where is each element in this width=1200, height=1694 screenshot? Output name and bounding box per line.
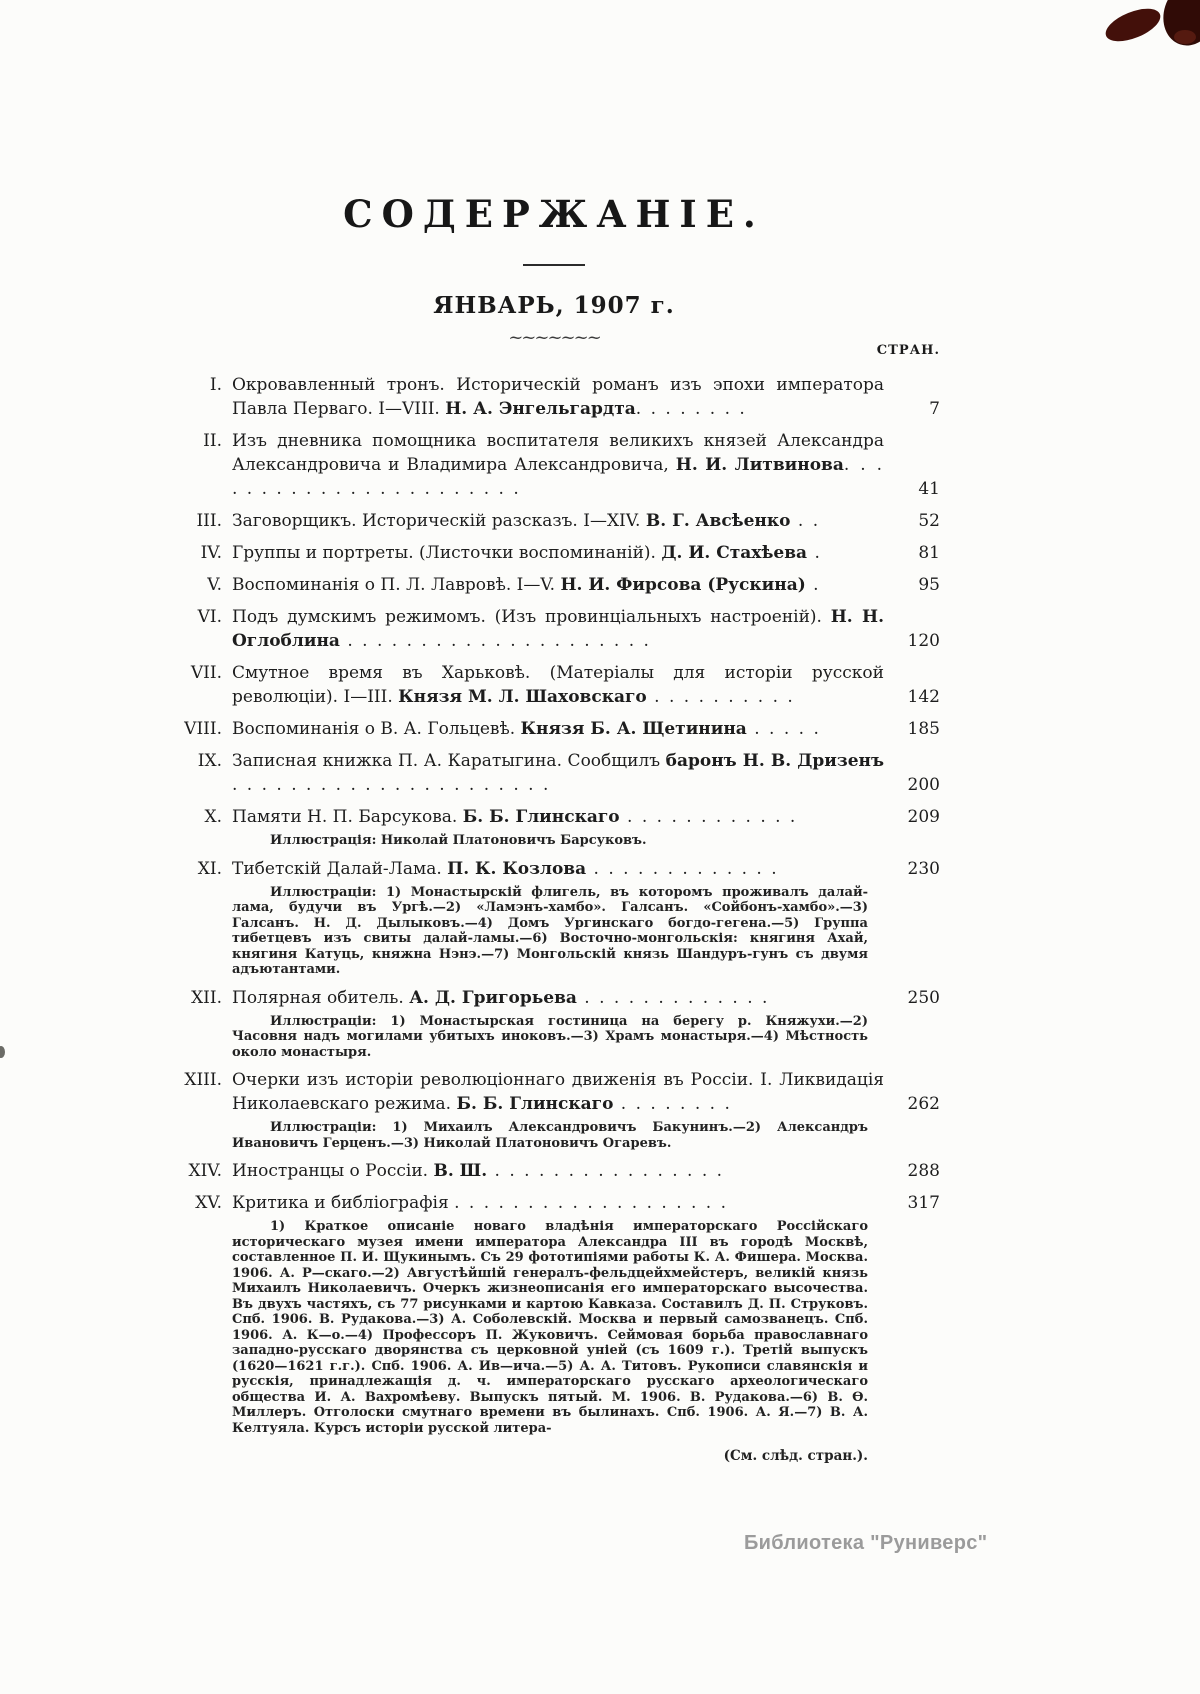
toc-list [168, 373, 940, 1436]
entry-author: Н. Н. Оглоблина [232, 607, 884, 651]
entry-author: Н. А. Энгельгардта [445, 399, 636, 419]
entry-page-number: 230 [907, 858, 940, 879]
toc-entry-row [168, 986, 940, 1010]
entry-text [232, 509, 884, 533]
entry-numeral: XIV. [188, 1161, 222, 1181]
entry-illustrations-note: Иллюстраціи: 1) Монастырская гостиница на берегу р. Княжухи.—2) Часовня надъ могилами убитыхъ иноковъ.—3) Храмъ монастыря.—4) Мѣстность около монастыря. [232, 1013, 868, 1060]
scan-artifact [1155, 0, 1200, 52]
entry-title: Полярная обитель. [232, 987, 410, 1008]
entry-title: Изъ дневника помощника воспитателя великихъ князей Александра Александровича и Владимира Александровича, [232, 431, 884, 475]
entry-title: Группы и портреты. (Листочки воспоминаній). [232, 543, 662, 563]
title-rule [523, 264, 585, 266]
toc-entry-row [168, 509, 940, 533]
entry-numeral: IV. [200, 543, 222, 563]
entry-leader-dots: . . . . . . . . . . . . . . . . [487, 1161, 725, 1181]
entry-page-number: 142 [907, 687, 940, 707]
issue-subtitle: ЯНВАРЬ, 1907 г. [433, 292, 675, 319]
toc-entry-row [168, 541, 940, 565]
toc-entry-row [168, 573, 940, 597]
toc-entry-row [168, 429, 940, 501]
entry-leader-dots: . . . . . . . . . . . . . [576, 987, 770, 1008]
entry-title: Окровавленный тронъ. Историческій романъ изъ эпохи императора Павла Перваго. I—VIII. [232, 375, 884, 419]
entry-text [232, 573, 884, 597]
toc-entry [168, 509, 940, 533]
toc-entry [168, 1159, 940, 1183]
toc-entry-row [168, 805, 940, 829]
page-sheet [168, 0, 940, 1464]
entry-page-number: 7 [929, 399, 940, 419]
entry-title: Иностранцы о Россіи. [232, 1161, 434, 1181]
entry-text [232, 373, 884, 421]
toc-entry-row [168, 1068, 940, 1116]
entry-numeral: XV. [195, 1193, 222, 1213]
entry-author: Б. Б. Глинскаго [456, 1094, 614, 1114]
entry-title: Воспоминанія о П. Л. Лавровѣ. I—V. [232, 575, 561, 595]
entry-numeral: I. [209, 375, 222, 395]
entry-title: Подъ думскимъ режимомъ. (Изъ провинціальныхъ настроеній). [232, 607, 831, 627]
entry-illustrations-note: 1) Краткое описаніе новаго владѣнія императорскаго Россійскаго историческаго музея имени императора Александра III въ городѣ Москвѣ, составленное П. И. Щукинымъ. Съ 29 фототипіями работы К. А. Фишера. Москва. 1906. А. Р—скаго.—2) Августѣйшій генералъ-фельдцейхмейстеръ, великій князь Михаилъ Николаевичъ. Очеркъ жизнеописанія его императорскаго высочества. Въ двухъ частяхъ, съ 77 рисунками и картою Кавказа. Составилъ Д. П. Струковъ. Спб. 1906. В. Рудакова.—3) А. Соболевскій. Москва и первый самозванецъ. Спб. 1906. А. К—о.—4) Профессоръ П. Жуковичъ. Сеймовая борьба православнаго западно-русскаго дворянства съ церковной уніей (съ 1609 г.). Третій выпускъ (1620—1621 г.г.). Спб. 1906. А. Ив—ича.—5) А. А. Титовъ. Рукописи славянскія и русскія, принадлежащія д. ч. императорскаго русскаго археологическаго общества И. А. Вахромѣеву. Выпускъ пятый. М. 1906. В. Рудакова.—6) В. Ѳ. Миллеръ. Отголоски смутнаго времени въ былинахъ. Спб. 1906. А. Я.—7) В. А. Келтуяла. Курсъ исторіи русской литера- [232, 1219, 868, 1436]
toc-entry [168, 1068, 940, 1151]
toc-entry [168, 573, 940, 597]
entry-text [232, 1191, 884, 1215]
scan-artifact [0, 1046, 5, 1058]
entry-leader-dots: . . . . . . . . . . . . . . . . . . . . . [339, 631, 651, 651]
entry-author: Б. Б. Глинскаго [462, 807, 620, 827]
toc-entry [168, 717, 940, 741]
entry-text [232, 986, 884, 1010]
entry-numeral: X. [204, 807, 222, 827]
entry-title: Тибетскій Далай-Лама. [232, 858, 448, 879]
entry-leader-dots: . . . . . . . . . . . . . . . . . . . [454, 1193, 729, 1213]
entry-title: Заговорщикъ. Историческій разсказъ. I—XIV. [232, 511, 646, 531]
toc-entry-row [168, 661, 940, 709]
entry-leader-dots: . . . . . . . . . . . . . [586, 858, 779, 879]
toc-entry [168, 857, 940, 978]
toc-entry [168, 749, 940, 797]
toc-entry [168, 605, 940, 653]
entry-text [232, 429, 884, 501]
entry-page-number: 317 [907, 1193, 940, 1213]
entry-text [232, 749, 884, 797]
scan-artifact [1174, 30, 1196, 44]
entry-leader-dots: . . . . . [746, 719, 821, 739]
entry-title: Смутное время въ Харьковѣ. (Матеріалы для исторіи русской революціи). I—III. [232, 663, 884, 707]
continuation-note: (См. слѣд. стран.). [723, 1448, 868, 1464]
entry-numeral: IX. [197, 751, 222, 771]
toc-entry-row [168, 1159, 940, 1183]
entry-numeral: VII. [190, 663, 222, 683]
entry-author: Князя Б. А. Щетинина [520, 719, 747, 739]
entry-text [232, 605, 884, 653]
entry-title: Памяти Н. П. Барсукова. [232, 807, 463, 827]
entry-leader-dots: . [807, 543, 822, 563]
entry-text [232, 541, 884, 565]
entry-page-number: 262 [907, 1094, 940, 1114]
entry-page-number: 52 [918, 511, 940, 531]
toc-entry-row [168, 1191, 940, 1215]
entry-text [232, 857, 884, 881]
entry-numeral: III. [196, 511, 222, 531]
toc-entry-row [168, 717, 940, 741]
entry-leader-dots: . . [790, 511, 821, 531]
entry-author: А. Д. Григорьева [409, 987, 577, 1008]
toc-entry-row [168, 373, 940, 421]
toc-entry [168, 373, 940, 421]
entry-text [232, 1159, 884, 1183]
entry-illustrations-note: Иллюстраціи: 1) Михаилъ Александровичъ Бакунинъ.—2) Александръ Ивановичъ Герценъ.—3) Николай Платоновичъ Огаревъ. [232, 1120, 868, 1151]
toc-entry [168, 986, 940, 1061]
toc-entry-row [168, 857, 940, 881]
entry-author: В. Ш. [433, 1161, 488, 1181]
entry-page-number: 200 [907, 775, 940, 795]
entry-numeral: XIII. [184, 1070, 222, 1090]
toc-entry [168, 429, 940, 501]
entry-author: Н. И. Литвинова [675, 455, 844, 475]
entry-numeral: VIII. [184, 719, 222, 739]
entry-title: Очерки изъ исторіи революціоннаго движенія въ Россіи. I. Ликвидація Николаевскаго режима. [232, 1070, 884, 1114]
entry-title: Критика и библіографія [232, 1193, 455, 1213]
entry-leader-dots: . . . . . . . . . . [646, 687, 795, 707]
entry-title: Воспоминанія о В. А. Гольцевѣ. [232, 719, 521, 739]
entry-text [232, 661, 884, 709]
entry-leader-dots: . . . . . . . . . . . . . . . . . . . . . . [232, 775, 551, 795]
entry-numeral: XI. [197, 858, 222, 879]
entry-leader-dots: . . . . . . . . . . . . . . . . . . . . . . . [232, 455, 884, 499]
entry-author: Князя М. Л. Шаховскаго [398, 687, 647, 707]
entry-leader-dots: . . . . . . . . [635, 399, 747, 419]
entry-page-number: 95 [918, 575, 940, 595]
page-title: СОДЕРЖАНІЕ. [343, 192, 765, 236]
entry-title: Записная книжка П. А. Каратыгина. Сообщилъ [232, 751, 666, 771]
toc-entry [168, 1191, 940, 1436]
entry-author: баронъ Н. В. Дризенъ [665, 751, 884, 771]
library-watermark: Библиотека "Руниверс" [744, 1532, 988, 1554]
entry-illustrations-note: Иллюстрація: Николай Платоновичъ Барсуковъ. [270, 833, 647, 848]
entry-numeral: XII. [191, 987, 222, 1008]
entry-leader-dots: . . . . . . . . [613, 1094, 732, 1114]
entry-page-number: 288 [907, 1161, 940, 1181]
entry-page-number: 185 [907, 719, 940, 739]
entry-numeral: V. [207, 575, 222, 595]
toc-entry [168, 805, 940, 849]
entry-leader-dots: . . . . . . . . . . . . [619, 807, 798, 827]
entry-text [232, 1068, 884, 1116]
entry-text [232, 717, 884, 741]
entry-leader-dots: . [805, 575, 821, 595]
entry-page-number: 41 [918, 479, 940, 499]
entry-author: П. К. Козлова [447, 858, 587, 879]
entry-page-number: 120 [907, 631, 940, 651]
pages-column-header: СТРАН. [876, 343, 940, 358]
entry-page-number: 209 [907, 807, 940, 827]
entry-author: Д. И. Стахѣева [661, 543, 808, 563]
entry-author: В. Г. Авсѣенко [645, 511, 791, 531]
entry-author: Н. И. Фирсова (Рускина) [560, 575, 806, 595]
toc-entry [168, 661, 940, 709]
toc-entry [168, 541, 940, 565]
toc-entry-row [168, 605, 940, 653]
entry-page-number: 81 [918, 543, 940, 563]
scan-artifact [1101, 2, 1165, 48]
entry-numeral: VI. [197, 607, 222, 627]
entry-numeral: II. [203, 431, 222, 451]
entry-text [232, 805, 884, 829]
entry-page-number: 250 [907, 987, 940, 1008]
toc-entry-row [168, 749, 940, 797]
entry-illustrations-note: Иллюстраціи: 1) Монастырскій флигель, въ которомъ проживалъ далай-лама, будучи въ Ургѣ.—2) «Ламэнъ-хамбо». Галсанъ. «Сойбонъ-хамбо».—3) Галсанъ. Н. Д. Дылыковъ.—4) Домъ Ургинскаго богдо-гегена.—5) Группа тибетцевъ изъ свиты далай-ламы.—6) Восточно-монгольскія: княгиня Ахай, княгиня Катуць, княжна Нэнэ.—7) Монгольскій князь Шандуръ-гунъ съ двумя адъютантами. [232, 884, 868, 977]
